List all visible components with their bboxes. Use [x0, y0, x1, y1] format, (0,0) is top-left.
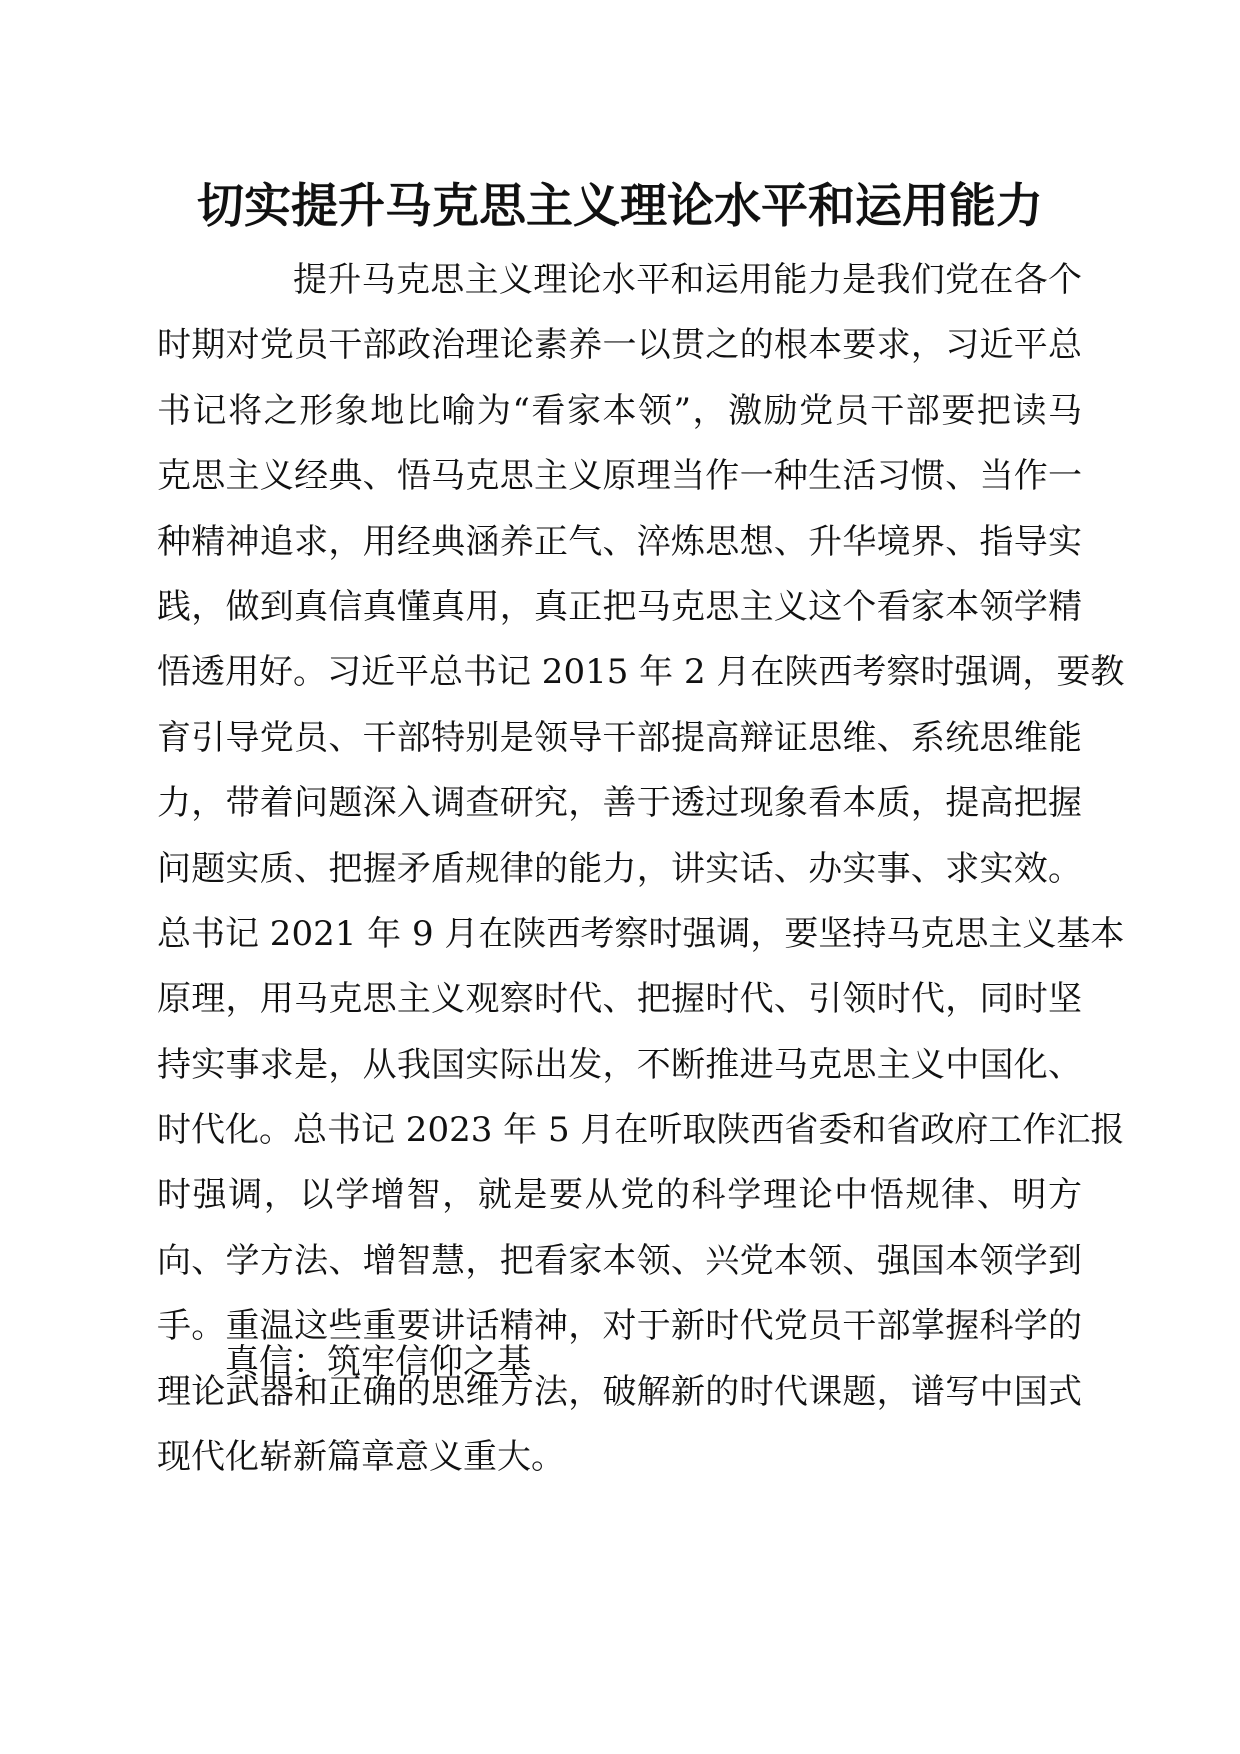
paragraph-line: 持实事求是，从我国实际出发，不断推进马克思主义中国化、: [157, 1044, 1082, 1085]
paragraph-line: 时强调，以学增智，就是要从党的科学理论中悟规律、明方: [157, 1175, 1082, 1216]
paragraph-line: 手。重温这些重要讲话精神，对于新时代党员干部掌握科学的: [157, 1306, 1082, 1347]
paragraph-line: 现代化崭新篇章意义重大。: [157, 1437, 565, 1478]
paragraph-line: 书记将之形象地比喻为“看家本领”，激励党员干部要把读马: [157, 390, 1082, 431]
paragraph-line: 悟透用好。习近平总书记 2015 年 2 月在陕西考察时强调，要教: [157, 652, 1125, 693]
paragraph-line: 提升马克思主义理论水平和运用能力是我们党在各个: [293, 260, 1082, 300]
paragraph-line: 育引导党员、干部特别是领导干部提高辩证思维、系统思维能: [157, 717, 1082, 758]
paragraph-line: 理论武器和正确的思维方法，破解新的时代课题，谱写中国式: [157, 1371, 1082, 1412]
document-title: 切实提升马克思主义理论水平和运用能力: [197, 179, 1043, 234]
paragraph-line: 总书记 2021 年 9 月在陕西考察时强调，要坚持马克思主义基本: [157, 913, 1125, 954]
paragraph-line: 原理，用马克思主义观察时代、把握时代、引领时代，同时坚: [157, 979, 1082, 1020]
paragraph-line: 问题实质、把握矛盾规律的能力，讲实话、办实事、求实效。: [157, 848, 1082, 889]
body-paragraph: [157, 248, 1125, 1490]
paragraph-line: 克思主义经典、悟马克思主义原理当作一种生活习惯、当作一: [157, 456, 1082, 497]
paragraph-line: 力，带着问题深入调查研究，善于透过现象看本质，提高把握: [157, 783, 1082, 824]
section-subheading: 真信：筑牢信仰之基: [225, 1342, 531, 1382]
paragraph-line: 时代化。总书记 2023 年 5 月在听取陕西省委和省政府工作汇报: [157, 1110, 1125, 1151]
paragraph-line: 时期对党员干部政治理论素养一以贯之的根本要求，习近平总: [157, 325, 1082, 366]
paragraph-line: 践，做到真信真懂真用，真正把马克思主义这个看家本领学精: [157, 586, 1082, 627]
paragraph-line: 向、学方法、增智慧，把看家本领、兴党本领、强国本领学到: [157, 1240, 1082, 1281]
paragraph-line: 种精神追求，用经典涵养正气、淬炼思想、升华境界、指导实: [157, 521, 1082, 562]
